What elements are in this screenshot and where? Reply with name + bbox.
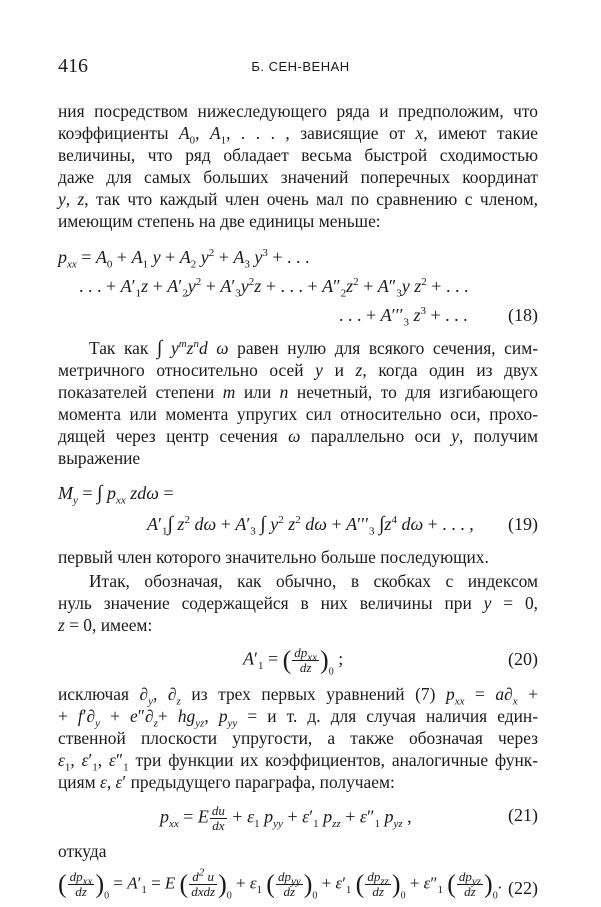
text-line: показателей степени m или n нечетный, то для изгибающего: [58, 382, 538, 402]
equation-number: (18): [508, 305, 538, 325]
equation-number: (22): [508, 878, 538, 898]
text-line: метричного относительно осей y и z, когда один из двух: [58, 360, 539, 380]
equation-19-line1: $M_y$ = ∫ $p_{xx}$ zdω =: [58, 482, 174, 507]
text-line: Так как ∫ $y^mz^nd$ ω равен нулю для всякого сечения, сим-: [89, 337, 538, 359]
text-line: z = 0, имеем:: [58, 615, 153, 635]
text-line: нуль значение содержащейся в них величины при y = 0,: [58, 593, 538, 613]
page-number: 416: [58, 55, 88, 77]
text-line: выражение: [58, 448, 141, 468]
text-line: даже для самых больших значений поперечных координат: [58, 167, 538, 187]
text-line: первый член которого значительно больше последующих.: [58, 547, 489, 567]
text-line: ственной плоскости упругости, а также обозначая через: [58, 728, 538, 748]
equation-19-line2: $A'_1\int$ $z^2$ $d\omega + A'_3$ ∫ $y^2$ $z^2$ $d\omega + A'''_3$ $\int z^4$ dω + . . . ,: [147, 513, 474, 538]
equation-22: ( $\frac{dp_{xx}}{dz}$ )$_0 = A'_1 = E$ ( $\frac{d^2 u}{\text{dxdz}}$ )$_0 + \varepsilon_1$ ( $\frac{dp_{yy}}{dz}$ )$_0 + \varepsilon'_1$ ( $\frac{dp_{zz}}{dz}$ )$_0 + \varepsilon''_1$ ( $\frac{dp_{yz}}{dz}$ )$_0$.: [58, 866, 502, 902]
text-line: + $f'\partial_y + e''\partial_z+ hg_{yz}$, $p_{yy} = и$ т. д. для случая наличия един-: [58, 706, 538, 730]
text-line: величины, что ряд обладает весьма быстрой сходимостью: [58, 145, 538, 165]
text-line: коэффициенты $A_0$, $A_1$, . . . , зависящие от x, имеют такие: [58, 123, 538, 147]
equation-18-line2: . . . + $A'_1z + A'_2y^2 + A'_3y^2z$ + . . . + $A''_2z^2 + A''_3y$ $z^2$ + . . .: [79, 276, 469, 300]
equation-number: (20): [508, 649, 538, 669]
text-line: ния посредством нижеследующего ряда и предположим, что: [58, 101, 538, 121]
running-title: Б. СЕН-ВЕНАН: [251, 59, 350, 74]
equation-18-line3: . . . + $A'''_3$ $z^3$ + . . .: [339, 305, 468, 329]
text-line: y, z, так что каждый член очень мал по сравнению с членом,: [58, 189, 538, 209]
text-line: имеющим степень на две единицы меньше:: [58, 211, 381, 231]
equation-18-line1: $p_{xx} = A_0 + A_1$ $y + A_2$ $y^2 + A_3$ $y^3$ + . . .: [58, 247, 310, 271]
equation-20: $A'_1$ = ( $\frac{dp_{xx}}{dz}$ )$_0$ ;: [243, 645, 344, 678]
text-line: циям ε, ε′ предыдущего параграфа, получаем:: [58, 772, 395, 792]
text-line: дящей через центр сечения ω параллельно оси y, получим: [58, 426, 538, 446]
equation-number: (19): [508, 514, 538, 534]
text-line: $\varepsilon_1$, $\varepsilon'_1$, $\varepsilon''_1$ три функции их коэффициентов, аналогичные функ-: [58, 750, 538, 774]
text-line: Итак, обозначая, как обычно, в скобках с индексом: [89, 571, 538, 591]
equation-21: $p_{xx} = E$ $\frac{du}{dx}$ + $\varepsilon_1$ $p_{yy} + \varepsilon'_1$ $p_{zz} + \varepsilon''_1$ $p_{yz}$ ,: [160, 803, 412, 833]
text-line: момента или момента упругих сил относительно оси, прохо-: [58, 404, 538, 424]
text-line: исключая $\partial_y$, $\partial_z$ из трех первых уравнений (7) $p_{xx} = a\partial_x$ +: [58, 684, 538, 708]
equation-number: (21): [508, 805, 538, 825]
text-line: откуда: [58, 841, 107, 861]
